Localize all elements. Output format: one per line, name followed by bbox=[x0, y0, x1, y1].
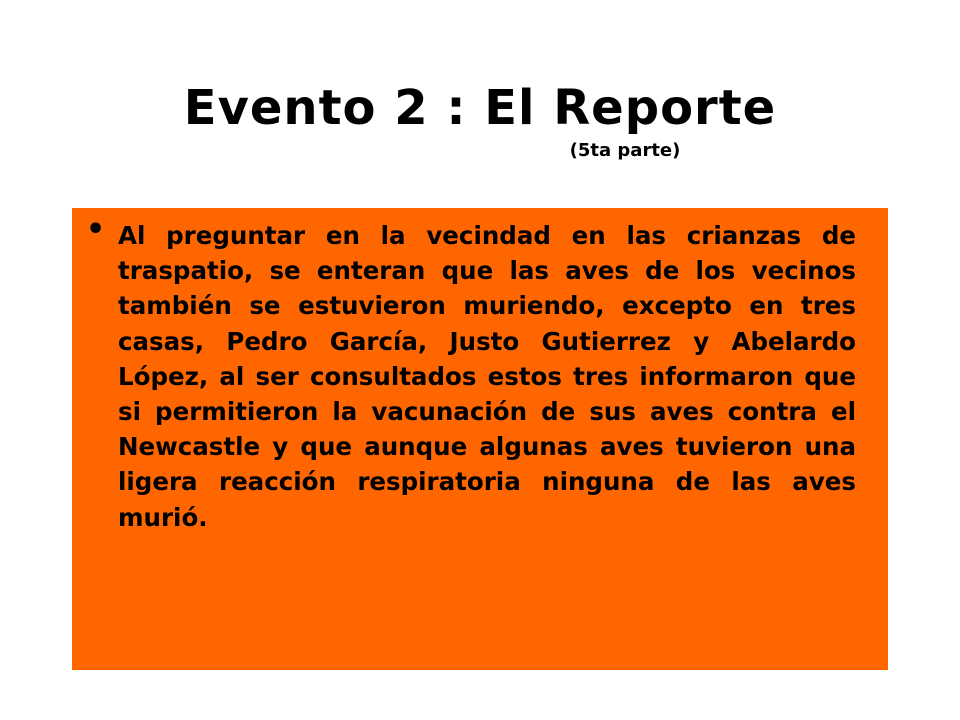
slide-title: Evento 2 : El Reporte bbox=[183, 80, 777, 136]
body-paragraph: Al preguntar en la vecindad en las crianzas de traspatio, se enteran que las aves de los vecinos también se estuvieron muriendo, excepto en tres casas, Pedro García, Justo Gutierrez y Abelardo López, al ser consultados estos tres informaron que si permitieron la vacunación de sus aves contra el Newcastle y que aunque algunas aves tuvieron una ligera reacción respiratoria ninguna de las aves murió. bbox=[118, 221, 856, 532]
content-box bbox=[72, 208, 888, 670]
slide-subtitle: (5ta parte) bbox=[569, 140, 681, 161]
bullet-icon: • bbox=[86, 212, 106, 247]
title-block bbox=[0, 78, 960, 162]
